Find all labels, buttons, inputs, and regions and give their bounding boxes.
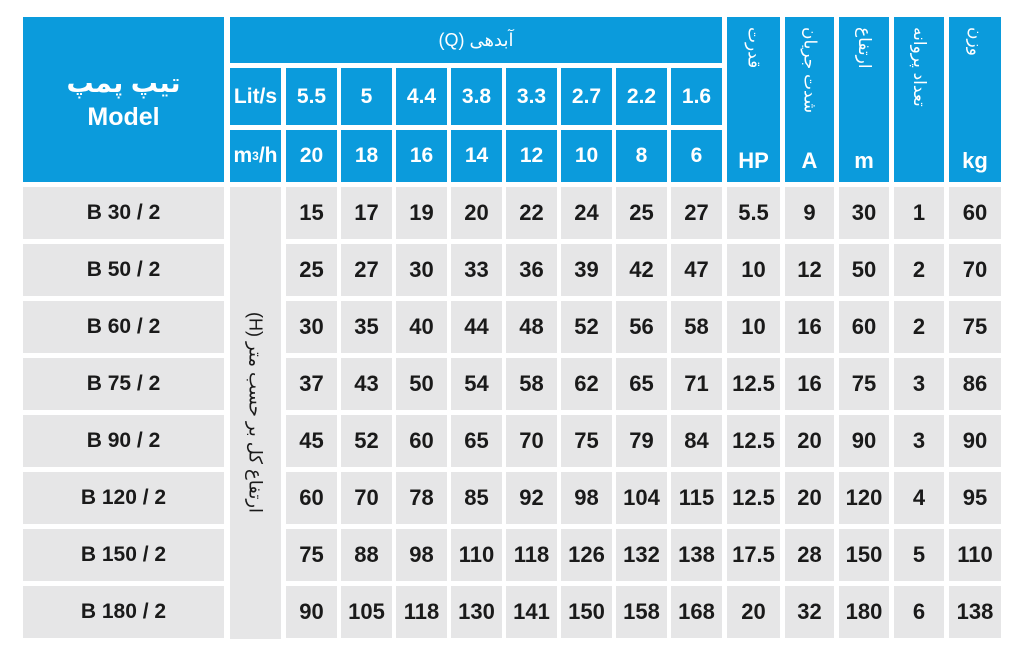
head-value-cell: 50 bbox=[396, 358, 447, 410]
head-value-cell: 126 bbox=[561, 529, 612, 581]
height-cell: 75 bbox=[839, 358, 889, 410]
m3h-value: 6 bbox=[671, 130, 722, 182]
power-cell: 5.5 bbox=[727, 187, 780, 239]
m3h-unit-sup: 3 bbox=[252, 149, 259, 163]
head-value-cell: 115 bbox=[671, 472, 722, 524]
head-value-cell: 37 bbox=[286, 358, 337, 410]
weight-cell: 138 bbox=[949, 586, 1001, 638]
head-value-cell: 47 bbox=[671, 244, 722, 296]
m3h-value: 8 bbox=[616, 130, 667, 182]
m3h-unit-base: m bbox=[233, 144, 253, 167]
head-value-cell: 70 bbox=[506, 415, 557, 467]
weight-cell: 70 bbox=[949, 244, 1001, 296]
head-value-cell: 40 bbox=[396, 301, 447, 353]
head-value-cell: 92 bbox=[506, 472, 557, 524]
head-value-cell: 118 bbox=[506, 529, 557, 581]
head-value-cell: 27 bbox=[671, 187, 722, 239]
weight-cell: 95 bbox=[949, 472, 1001, 524]
m3h-value: 16 bbox=[396, 130, 447, 182]
impellers-cell: 3 bbox=[894, 358, 944, 410]
height-cell: 30 bbox=[839, 187, 889, 239]
power-cell: 12.5 bbox=[727, 415, 780, 467]
lit-unit-label bbox=[230, 68, 281, 125]
head-value-cell: 30 bbox=[396, 244, 447, 296]
height-cell: 120 bbox=[839, 472, 889, 524]
weight-header bbox=[949, 17, 1001, 182]
m3h-value: 20 bbox=[286, 130, 337, 182]
current-cell: 20 bbox=[785, 415, 834, 467]
current-cell: 20 bbox=[785, 472, 834, 524]
model-cell: B 60 / 2 bbox=[23, 301, 224, 353]
model-header bbox=[23, 17, 224, 182]
impellers-header bbox=[894, 17, 944, 182]
weight-cell: 75 bbox=[949, 301, 1001, 353]
head-value-cell: 168 bbox=[671, 586, 722, 638]
m3h-value: 10 bbox=[561, 130, 612, 182]
power-header-fa: قدرت bbox=[744, 27, 764, 69]
m3h-value: 14 bbox=[451, 130, 502, 182]
lit-value: 3.3 bbox=[506, 68, 557, 125]
lit-unit-text: Lit/s bbox=[233, 84, 278, 108]
lit-value: 4.4 bbox=[396, 68, 447, 125]
head-side-label bbox=[230, 187, 281, 639]
lit-value: 2.2 bbox=[616, 68, 667, 125]
head-value-cell: 75 bbox=[561, 415, 612, 467]
impellers-cell: 1 bbox=[894, 187, 944, 239]
head-value-cell: 56 bbox=[616, 301, 667, 353]
head-side-label-text: ارتفاع کل بر حسب متر (H) bbox=[245, 312, 266, 514]
model-cell: B 150 / 2 bbox=[23, 529, 224, 581]
impellers-cell: 5 bbox=[894, 529, 944, 581]
head-value-cell: 65 bbox=[451, 415, 502, 467]
impellers-cell: 4 bbox=[894, 472, 944, 524]
head-value-cell: 48 bbox=[506, 301, 557, 353]
head-value-cell: 52 bbox=[561, 301, 612, 353]
head-value-cell: 43 bbox=[341, 358, 392, 410]
head-value-cell: 98 bbox=[561, 472, 612, 524]
weight-cell: 86 bbox=[949, 358, 1001, 410]
head-value-cell: 118 bbox=[396, 586, 447, 638]
current-header bbox=[785, 17, 834, 182]
current-cell: 16 bbox=[785, 358, 834, 410]
power-cell: 12.5 bbox=[727, 358, 780, 410]
head-value-cell: 62 bbox=[561, 358, 612, 410]
height-header-fa: ارتفاع bbox=[855, 27, 874, 69]
head-value-cell: 150 bbox=[561, 586, 612, 638]
head-value-cell: 88 bbox=[341, 529, 392, 581]
head-value-cell: 84 bbox=[671, 415, 722, 467]
head-value-cell: 79 bbox=[616, 415, 667, 467]
head-value-cell: 36 bbox=[506, 244, 557, 296]
head-value-cell: 25 bbox=[616, 187, 667, 239]
head-value-cell: 24 bbox=[561, 187, 612, 239]
impellers-cell: 2 bbox=[894, 301, 944, 353]
height-cell: 60 bbox=[839, 301, 889, 353]
m3h-unit-label bbox=[230, 130, 281, 182]
head-value-cell: 42 bbox=[616, 244, 667, 296]
head-value-cell: 60 bbox=[396, 415, 447, 467]
lit-value: 5 bbox=[341, 68, 392, 125]
head-value-cell: 130 bbox=[451, 586, 502, 638]
height-header bbox=[839, 17, 889, 182]
current-cell: 16 bbox=[785, 301, 834, 353]
impellers-cell: 3 bbox=[894, 415, 944, 467]
head-value-cell: 54 bbox=[451, 358, 502, 410]
head-value-cell: 78 bbox=[396, 472, 447, 524]
weight-cell: 60 bbox=[949, 187, 1001, 239]
m3h-unit-rest: /h bbox=[258, 144, 278, 167]
head-value-cell: 105 bbox=[341, 586, 392, 638]
model-cell: B 50 / 2 bbox=[23, 244, 224, 296]
lit-value: 2.7 bbox=[561, 68, 612, 125]
current-header-unit: A bbox=[801, 148, 818, 173]
flow-header bbox=[230, 17, 722, 63]
height-cell: 50 bbox=[839, 244, 889, 296]
head-value-cell: 98 bbox=[396, 529, 447, 581]
model-cell: B 180 / 2 bbox=[23, 586, 224, 638]
head-value-cell: 85 bbox=[451, 472, 502, 524]
m3h-value: 18 bbox=[341, 130, 392, 182]
power-header bbox=[727, 17, 780, 182]
head-value-cell: 39 bbox=[561, 244, 612, 296]
head-value-cell: 44 bbox=[451, 301, 502, 353]
head-value-cell: 35 bbox=[341, 301, 392, 353]
weight-header-fa: وزن bbox=[966, 27, 985, 56]
head-value-cell: 52 bbox=[341, 415, 392, 467]
head-value-cell: 58 bbox=[671, 301, 722, 353]
head-value-cell: 33 bbox=[451, 244, 502, 296]
current-cell: 12 bbox=[785, 244, 834, 296]
current-cell: 28 bbox=[785, 529, 834, 581]
impellers-header-fa: تعداد پروانه bbox=[910, 27, 929, 107]
head-value-cell: 70 bbox=[341, 472, 392, 524]
model-cell: B 120 / 2 bbox=[23, 472, 224, 524]
head-value-cell: 138 bbox=[671, 529, 722, 581]
current-header-fa: شدت جریان bbox=[800, 27, 820, 114]
power-header-unit: HP bbox=[738, 148, 769, 173]
head-value-cell: 104 bbox=[616, 472, 667, 524]
height-cell: 150 bbox=[839, 529, 889, 581]
head-value-cell: 90 bbox=[286, 586, 337, 638]
head-value-cell: 65 bbox=[616, 358, 667, 410]
head-value-cell: 19 bbox=[396, 187, 447, 239]
height-header-unit: m bbox=[854, 148, 874, 173]
current-cell: 32 bbox=[785, 586, 834, 638]
head-value-cell: 17 bbox=[341, 187, 392, 239]
head-value-cell: 75 bbox=[286, 529, 337, 581]
power-cell: 20 bbox=[727, 586, 780, 638]
weight-header-unit: kg bbox=[962, 148, 988, 173]
head-value-cell: 27 bbox=[341, 244, 392, 296]
head-value-cell: 60 bbox=[286, 472, 337, 524]
power-cell: 17.5 bbox=[727, 529, 780, 581]
head-value-cell: 22 bbox=[506, 187, 557, 239]
head-value-cell: 141 bbox=[506, 586, 557, 638]
model-cell: B 90 / 2 bbox=[23, 415, 224, 467]
height-cell: 180 bbox=[839, 586, 889, 638]
height-cell: 90 bbox=[839, 415, 889, 467]
head-value-cell: 25 bbox=[286, 244, 337, 296]
head-value-cell: 132 bbox=[616, 529, 667, 581]
power-cell: 10 bbox=[727, 301, 780, 353]
lit-value: 5.5 bbox=[286, 68, 337, 125]
power-cell: 12.5 bbox=[727, 472, 780, 524]
model-header-en: Model bbox=[87, 102, 160, 131]
power-cell: 10 bbox=[727, 244, 780, 296]
weight-cell: 90 bbox=[949, 415, 1001, 467]
model-cell: B 75 / 2 bbox=[23, 358, 224, 410]
m3h-value: 12 bbox=[506, 130, 557, 182]
head-value-cell: 45 bbox=[286, 415, 337, 467]
lit-value: 3.8 bbox=[451, 68, 502, 125]
flow-title: آبدهی (Q) bbox=[438, 29, 514, 50]
head-value-cell: 71 bbox=[671, 358, 722, 410]
head-value-cell: 20 bbox=[451, 187, 502, 239]
weight-cell: 110 bbox=[949, 529, 1001, 581]
current-cell: 9 bbox=[785, 187, 834, 239]
head-value-cell: 15 bbox=[286, 187, 337, 239]
head-value-cell: 58 bbox=[506, 358, 557, 410]
impellers-cell: 2 bbox=[894, 244, 944, 296]
lit-value: 1.6 bbox=[671, 68, 722, 125]
head-value-cell: 30 bbox=[286, 301, 337, 353]
impellers-cell: 6 bbox=[894, 586, 944, 638]
model-cell: B 30 / 2 bbox=[23, 187, 224, 239]
model-header-fa: تیپ پمپ bbox=[66, 67, 181, 98]
head-value-cell: 158 bbox=[616, 586, 667, 638]
head-value-cell: 110 bbox=[451, 529, 502, 581]
